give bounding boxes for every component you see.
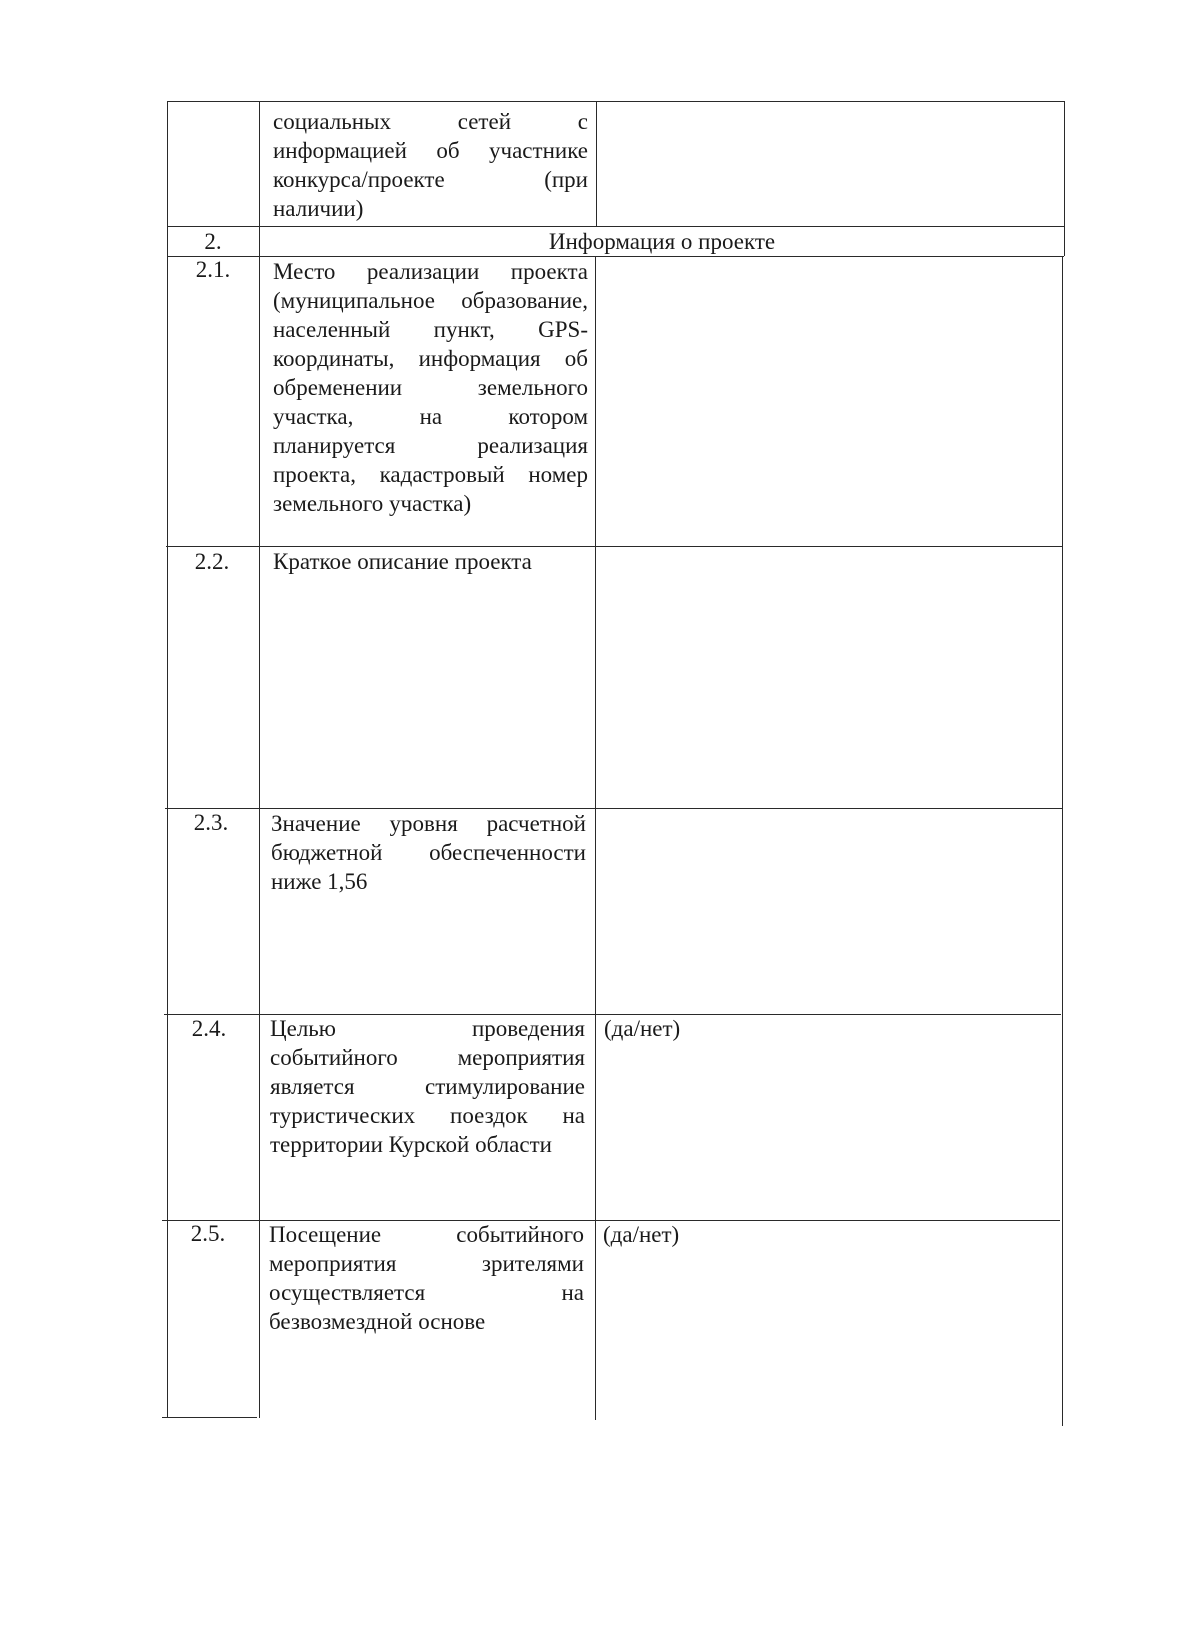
row-text: Посещение событийного мероприятия зрителями осуществляется на безвозмездной основе: [269, 1222, 584, 1334]
table-border-right: [1064, 101, 1065, 256]
answer-field[interactable]: [605, 260, 1055, 540]
answer-field[interactable]: (да/нет): [604, 1016, 681, 1041]
row-number: 2.2.: [194, 549, 230, 574]
table-border-bottom: [162, 1417, 257, 1418]
answer-field[interactable]: (да/нет): [603, 1222, 680, 1247]
row-number: 2.5.: [190, 1221, 226, 1246]
row-number: 2.3.: [193, 810, 229, 835]
answer-field[interactable]: [604, 812, 1054, 1007]
column-divider: [259, 101, 260, 1418]
table-border-right: [1062, 256, 1063, 1426]
row-number: 2.4.: [191, 1016, 227, 1041]
row-text: Место реализации проекта (муниципальное образование, населенный пункт, GPS-координаты, информация об обременении земельного участка, на котором планируется реализация проекта, кадастровый номер земельного участка): [273, 259, 588, 516]
row-continuation-text: социальных сетей с информацией об участнике конкурса/проекте (при наличии): [273, 109, 588, 221]
row-text: Значение уровня расчетной бюджетной обеспеченности ниже 1,56: [271, 811, 586, 894]
row-text: Целью проведения событийного мероприятия является стимулирование туристических поездок на территории Курской области: [270, 1016, 585, 1157]
answer-field[interactable]: [605, 552, 1055, 802]
section-title: Информация о проекте: [548, 229, 776, 254]
table-border-top: [168, 101, 1065, 102]
row-number: 2.1.: [195, 257, 231, 282]
column-divider: [595, 256, 596, 1420]
row-text: Краткое описание проекта: [273, 549, 532, 574]
section-number: 2.: [204, 229, 222, 254]
row-continuation-answer[interactable]: [605, 107, 1055, 222]
column-divider: [596, 101, 597, 226]
